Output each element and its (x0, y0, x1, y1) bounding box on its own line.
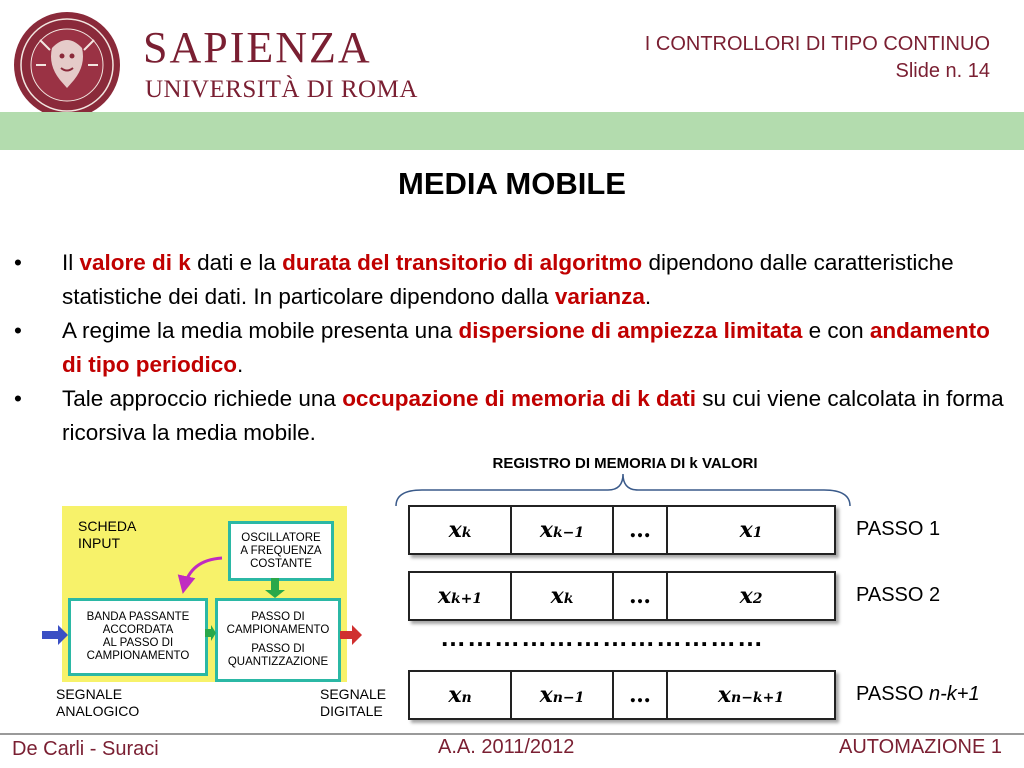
university-seal-logo (12, 10, 122, 120)
bandpass-box: BANDA PASSANTE ACCORDATA AL PASSO DI CAMPIONAMENTO (68, 598, 208, 676)
text-run: Tale approccio richiede una (62, 386, 343, 411)
brand-name: SAPIENZA (143, 23, 372, 72)
step-label: PASSO n-k+1 (856, 683, 980, 705)
bullet-text (62, 246, 1007, 314)
quantization-step-label: PASSO DI QUANTIZZAZIONE (227, 643, 329, 668)
text-run: . (237, 352, 244, 377)
text-run: su cui viene calcolata in forma ricorsiva la media mobile. (62, 386, 1004, 445)
highlight-run: andamento di tipo periodico (62, 318, 990, 377)
bullet-text (62, 314, 1007, 382)
text-run: e con (802, 318, 870, 343)
sampling-step-label: PASSO DI CAMPIONAMENTO (226, 611, 330, 636)
text-run: A regime la media mobile presenta una (62, 318, 459, 343)
highlight-run: varianza (554, 284, 645, 309)
highlight-run: dispersione di ampiezza limitata (458, 318, 803, 343)
register-row (408, 571, 836, 621)
footer-course: AUTOMAZIONE 1 (839, 736, 1002, 758)
register-cell: x $_{k+1}$ (410, 573, 512, 619)
register-cell: x $_k$ (512, 573, 614, 619)
header-accent-band (0, 112, 1024, 150)
oscillator-box: OSCILLATORE A FREQUENZA COSTANTE (228, 521, 334, 581)
sampling-quantization-box (215, 598, 341, 682)
register-cell: x $_n$ (410, 672, 512, 718)
footer-divider (0, 733, 1024, 735)
ellipsis-row: ……………………………… (440, 622, 764, 652)
register-cell: x $_{n-k+1}$ (717, 682, 785, 708)
register-cell: … (614, 573, 668, 619)
register-cell: … (614, 672, 668, 718)
text-run: . (644, 284, 652, 309)
text-run: Il (62, 250, 80, 275)
bullet-text (62, 382, 1007, 450)
footer-authors: De Carli - Suraci (12, 738, 159, 760)
bullet-marker: • (14, 250, 22, 275)
step-label: PASSO 1 (856, 518, 941, 540)
register-cell: … (614, 507, 668, 553)
register-cell: x $_k$ (410, 507, 512, 553)
slide-title: MEDIA MOBILE (398, 166, 626, 201)
slide-number: Slide n. 14 (895, 60, 990, 82)
register-row (408, 505, 836, 555)
highlight-run: occupazione di memoria di k dati (342, 386, 697, 411)
highlight-run: valore di k (79, 250, 191, 275)
text-run: dipendono dalle caratteristiche statistiche dei dati. In particolare dipendono dalla (62, 250, 954, 309)
register-cell: x $_{n-1}$ (512, 672, 614, 718)
register-cell: x $_{k-1}$ (512, 507, 614, 553)
input-board-label: SCHEDA INPUT (78, 518, 137, 551)
curly-brace-icon (392, 470, 854, 510)
bullet-marker: • (14, 318, 22, 343)
step-label: PASSO 2 (856, 584, 941, 606)
course-title: I CONTROLLORI DI TIPO CONTINUO (644, 33, 990, 55)
digital-signal-label: SEGNALE DIGITALE (320, 686, 387, 719)
highlight-run: durata del transitorio di algoritmo (282, 250, 643, 275)
analog-signal-label: SEGNALE ANALOGICO (56, 686, 140, 719)
register-cell: x $_2$ (739, 583, 763, 609)
register-cell: x $_1$ (739, 517, 763, 543)
register-row (408, 670, 836, 720)
brand-subtitle: UNIVERSITÀ DI ROMA (145, 76, 418, 103)
footer-academic-year: A.A. 2011/2012 (438, 736, 575, 758)
bullet-marker: • (14, 386, 22, 411)
text-run: dati e la (190, 250, 283, 275)
register-label: REGISTRO DI MEMORIA DI k VALORI (492, 455, 758, 472)
